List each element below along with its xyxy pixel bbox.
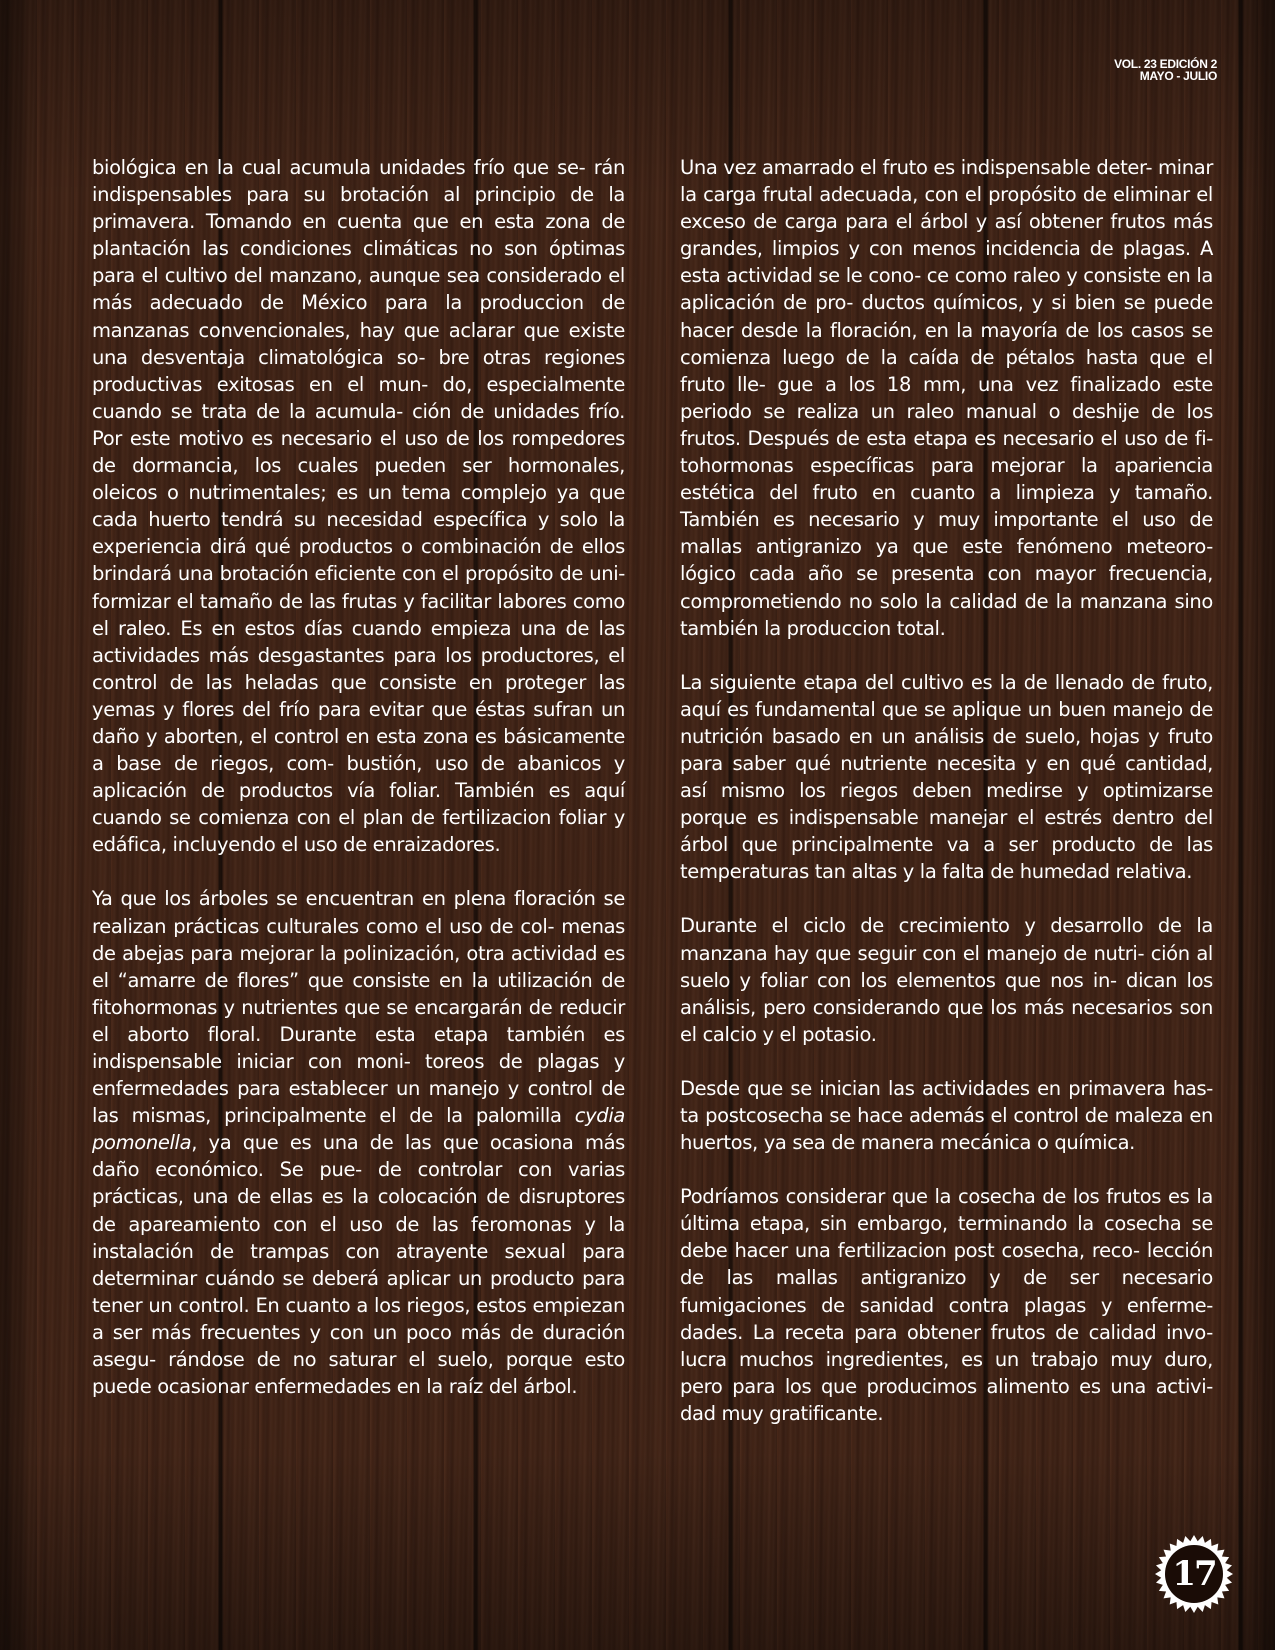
right-paragraph-1: Una vez amarrado el fruto es indispensable deter- minar la carga frutal adecuada, con el propósito de eliminar el exceso de carga para el árbol y así obtener frutos más grandes, limpios y con menos incidencia de plagas. A esta actividad se le cono- ce como raleo y consiste en la aplicación de pro- ductos químicos, y si bien se puede hacer desde la floración, en la mayoría de los casos se comienza luego de la caída de pétalos hasta que el fruto lle- gue a los 18 mm, una vez finalizado este periodo se realiza un raleo manual o deshije de los frutos. Después de esta etapa es necesario el uso de fi- tohormonas específicas para mejorar la apariencia estética del fruto en cuanto a limpieza y tamaño. También es necesario y muy importante el uso de mallas antigranizo ya que este fenómeno meteoro- lógico cada año se presenta con mayor frecuencia, comprometiendo no solo la calidad de la manzana sino también la produccion total. xyxy=(680,156,1213,640)
right-paragraph-3: Durante el ciclo de crecimiento y desarrollo de la manzana hay que seguir con el manejo de nutri- ción al suelo y foliar con los elementos que nos in- dican los análisis, pero considerando que los más necesarios son el calcio y el potasio. xyxy=(680,914,1213,1046)
right-paragraph-5: Podríamos considerar que la cosecha de los frutos es la última etapa, sin embargo, terminando la cosecha se debe hacer una fertilizacion post cosecha, reco- lección de las mallas antigranizo y de ser necesario fumigaciones de sanidad contra plagas y enferme- dades. La receta para obtener frutos de calidad invo- lucra muchos ingredientes, es un trabajo muy duro, pero para los que producimos alimento es una activi- dad muy gratificante. xyxy=(680,1185,1213,1425)
right-column xyxy=(680,154,1213,1427)
left-column xyxy=(92,154,625,1400)
right-paragraph-2: La siguiente etapa del cultivo es la de llenado de fruto, aquí es fundamental que se aplique un buen manejo de nutrición basado en un análisis de suelo, hojas y fruto para saber qué nutriente necesita y en qué cantidad, así mismo los riegos deben medirse y optimizarse porque es indispensable manejar el estrés dentro del árbol que principalmente va a ser producto de las temperaturas tan altas y la falta de humedad relativa. xyxy=(680,670,1213,884)
left-paragraph-2-text-a: Ya que los árboles se encuentran en plena floración se realizan prácticas culturales como el uso de col- menas de abejas para mejorar la polinización, otra actividad es el “amarre de flores” que consiste en la utilización de fitohormonas y nutrientes que se encargarán de reducir el aborto floral. Durante esta etapa también es indispensable iniciar con moni- toreos de plagas y enfermedades para establecer un manejo y control de las mismas, principalmente el de la palomilla xyxy=(92,887,625,1128)
page-number: 17 xyxy=(1172,1554,1216,1594)
right-paragraph-4: Desde que se inician las actividades en primavera has- ta postcosecha se hace además el control de maleza en huertos, ya sea de manera mecánica o química. xyxy=(680,1076,1213,1155)
left-paragraph-1: biológica en la cual acumula unidades frío que se- rán indispensables para su brotación al principio de la primavera. Tomando en cuenta que en esta zona de plantación las condiciones climáticas no son óptimas para el cultivo del manzano, aunque sea considerado el más adecuado de México para la produccion de manzanas convencionales, hay que aclarar que existe una desventaja climatológica so- bre otras regiones productivas exitosas en el mun- do, especialmente cuando se trata de la acumula- ción de unidades frío. Por este motivo es necesario el uso de los rompedores de dormancia, los cuales pueden ser hormonales, oleicos o nutrimentales; es un tema complejo ya que cada huerto tendrá su necesidad específica y solo la experiencia dirá qué productos o combinación de ellos brindará una brotación eficiente con el propósito de uni- formizar el tamaño de las frutas y facilitar labores como el raleo. Es en estos días cuando empieza una de las actividades más desgastantes para los productores, el control de las heladas que consiste en proteger las yemas y flores del frío para evitar que éstas sufran un daño y aborten, el control en esta zona es básicamente a base de riegos, com- bustión, uso de abanicos y aplicación de productos vía foliar. También es aquí cuando se comienza con el plan de fertilizacion foliar y edáfica, incluyendo el uso de enraizadores. xyxy=(92,156,625,857)
page-number-badge xyxy=(1154,1534,1234,1614)
left-paragraph-2 xyxy=(92,885,625,1400)
issue-header xyxy=(1114,58,1217,82)
left-paragraph-2-text-b: , ya que es una de las que ocasiona más daño económico. Se pue- de controlar con varias prácticas, una de ellas es la colocación de disruptores de apareamiento con el uso de las feromonas y la instalación de trampas con atrayente sexual para determinar cuándo se deberá aplicar un producto para tener un control. En cuanto a los riegos, estos empiezan a ser más frecuentes y con un poco más de duración asegu- rándose de no saturar el suelo, porque esto puede ocasionar enfermedades en la raíz del árbol. xyxy=(92,1131,625,1399)
volume-edition: VOL. 23 EDICIÓN 2 xyxy=(1114,57,1217,71)
species-name: cydia pomonella xyxy=(92,1104,625,1155)
issue-months: MAYO - JULIO xyxy=(1139,69,1217,83)
